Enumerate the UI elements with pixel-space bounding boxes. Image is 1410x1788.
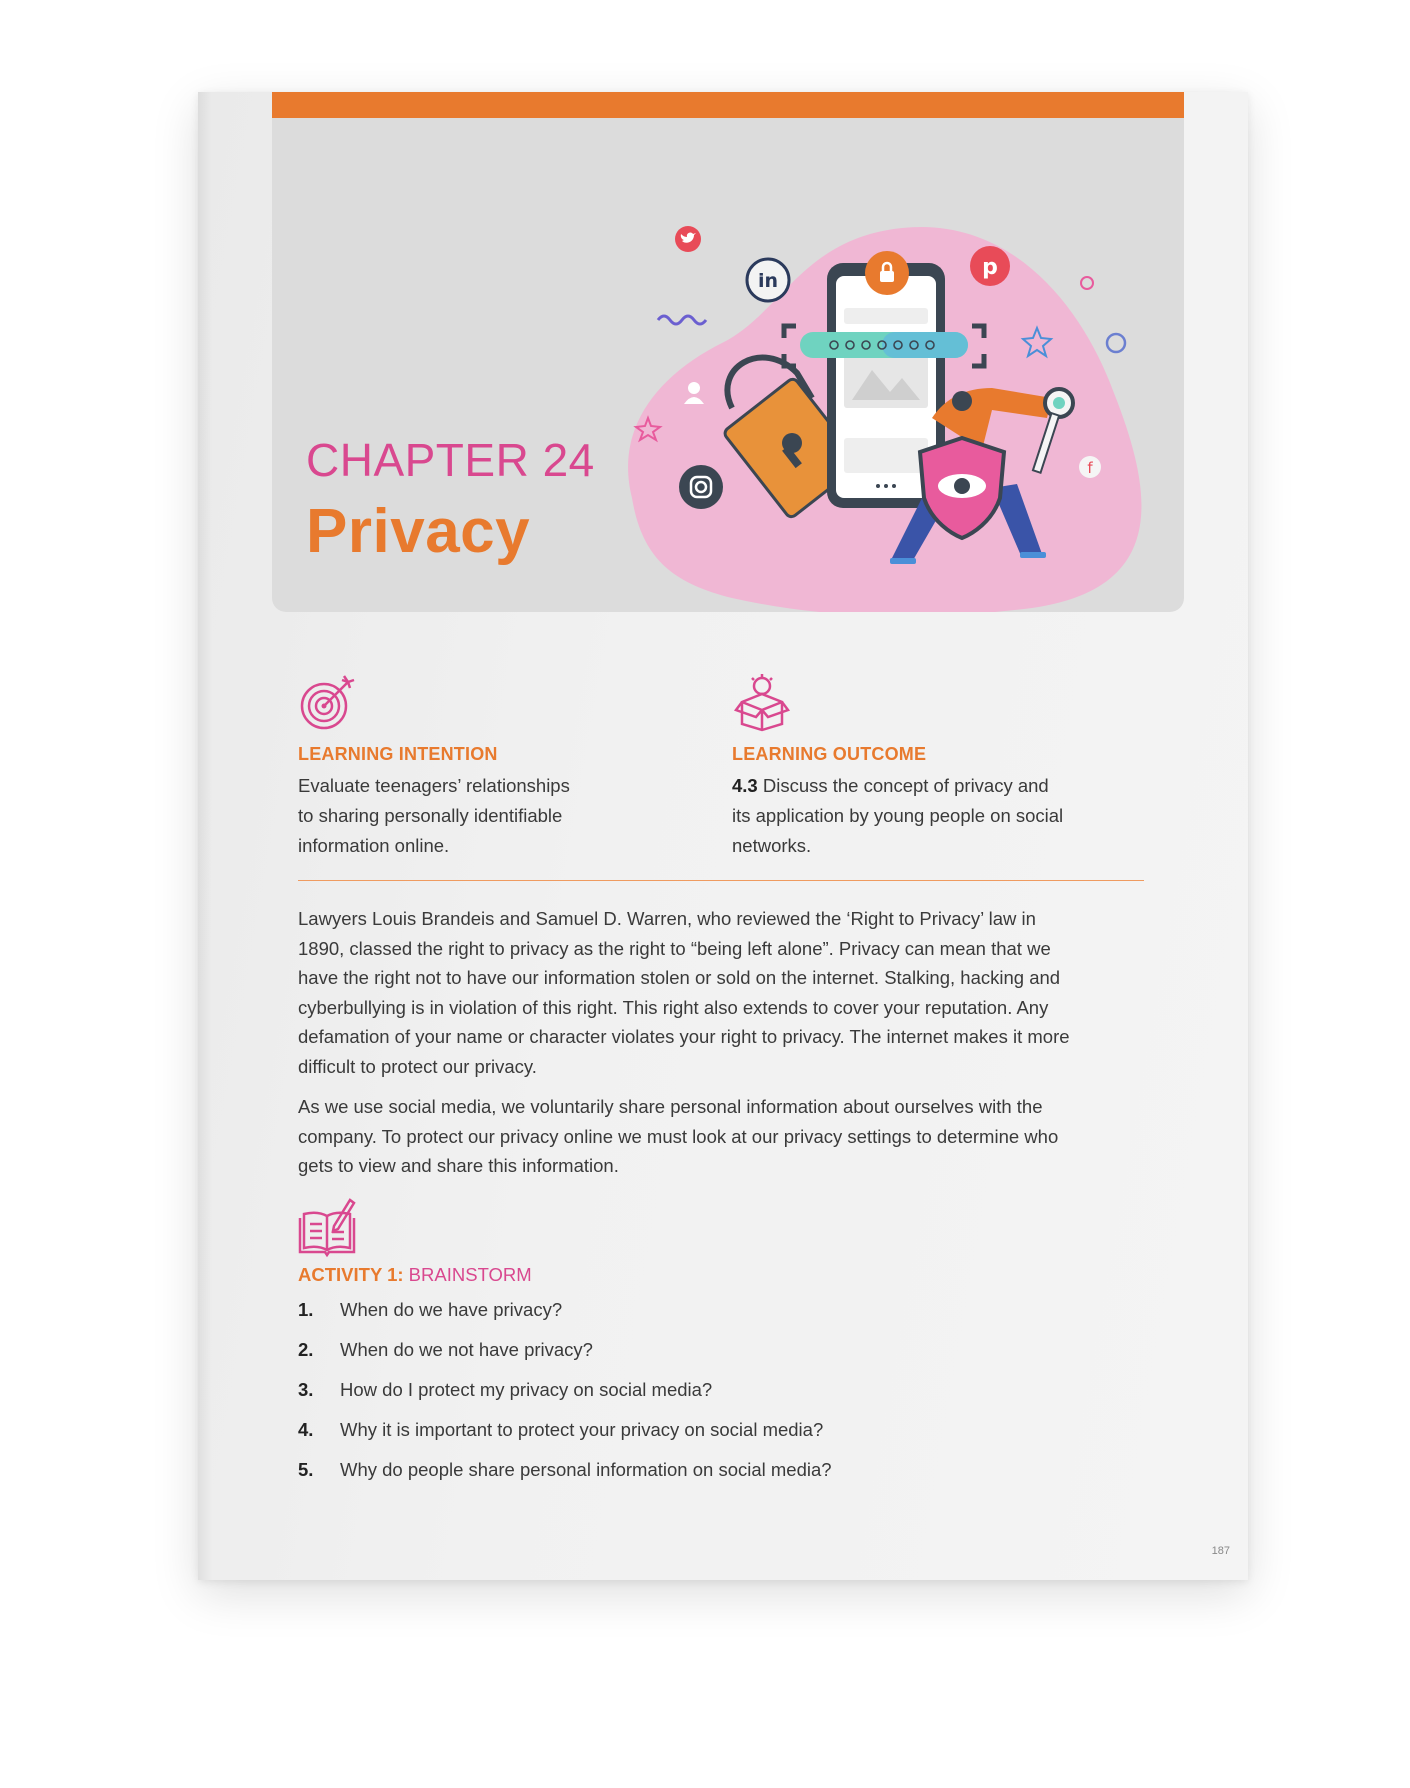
chapter-banner [272, 118, 1184, 612]
question-number: 4. [298, 1419, 314, 1440]
body-paragraph-2 [298, 1092, 1148, 1181]
question-text: Why do people share personal information on social media? [340, 1459, 832, 1480]
body-text [298, 904, 1148, 1192]
outcome-number: 4.3 [732, 775, 758, 796]
learning-intention [298, 672, 678, 861]
learning-outcome-heading: LEARNING OUTCOME [732, 744, 927, 764]
learning-intention-text [298, 771, 678, 861]
question-number: 3. [298, 1379, 314, 1400]
body-line: have the right not to have our information stolen or sold on the internet. Stalking, hacking and [298, 967, 1061, 988]
question-number: 1. [298, 1299, 314, 1320]
question-text: Why it is important to protect your privacy on social media? [340, 1419, 824, 1440]
learning-outcome-text [732, 771, 1112, 861]
list-item [298, 1330, 1098, 1370]
svg-text:p: p [982, 255, 998, 280]
learning-outcome-line [732, 771, 1112, 801]
learning-outcome-line: its application by young people on social [732, 805, 1064, 826]
body-line: company. To protect our privacy online we must look at our privacy settings to determine who [298, 1125, 1059, 1147]
twitter-icon [675, 226, 701, 252]
learning-intention-heading: LEARNING INTENTION [298, 744, 498, 764]
learning-intention-line: to sharing personally identifiable [298, 805, 563, 826]
pinterest-icon [970, 246, 1010, 286]
body-line: As we use social media, we voluntarily share personal information about ourselves with the [298, 1096, 1043, 1117]
body-line: cyberbullying is in violation of this right. This right also extends to cover your reputation. Any [298, 996, 1049, 1018]
list-item [298, 1450, 1098, 1490]
svg-text:f: f [1087, 459, 1093, 477]
learning-outcome [732, 672, 1112, 861]
notebook-pencil-icon [296, 1196, 358, 1258]
page-number: 187 [1211, 1545, 1230, 1557]
target-icon [298, 672, 358, 732]
chapter-label: CHAPTER 24 [306, 434, 595, 486]
activity-label: ACTIVITY 1: [298, 1264, 404, 1285]
question-text: When do we have privacy? [340, 1299, 563, 1320]
whatsapp-icon [1107, 334, 1125, 352]
privacy-illustration [612, 168, 1184, 612]
brainstorm-questions [298, 1290, 1098, 1490]
learning-outcome-line: networks. [732, 835, 812, 856]
question-number: 5. [298, 1459, 314, 1480]
svg-text:in: in [757, 270, 779, 292]
facebook-icon [1079, 456, 1101, 478]
lock-badge-icon [865, 251, 909, 295]
activity-heading [298, 1264, 532, 1286]
list-item [298, 1290, 1098, 1330]
question-number: 2. [298, 1339, 314, 1360]
list-item [298, 1370, 1098, 1410]
body-line: gets to view and share this information. [298, 1155, 619, 1176]
instagram-icon [679, 465, 723, 509]
spiral-decoration [1081, 277, 1093, 289]
body-line: 1890, classed the right to privacy as the right to “being left alone”. Privacy can mean that we [298, 937, 1051, 959]
lightbulb-box-icon [732, 672, 792, 732]
learning-intention-line: Evaluate teenagers’ relationships [298, 775, 570, 796]
body-line: defamation of your name or character violates your right to privacy. The internet makes it more [298, 1026, 1070, 1047]
body-line: Lawyers Louis Brandeis and Samuel D. Warren, who reviewed the ‘Right to Privacy’ law in [298, 908, 1036, 929]
learning-intention-line: information online. [298, 835, 450, 856]
chapter-title: Privacy [306, 497, 531, 566]
book-page [198, 92, 1248, 1580]
section-divider [298, 880, 1144, 881]
outcome-line-rest: Discuss the concept of privacy and [757, 775, 1049, 796]
chapter-top-bar [272, 92, 1184, 118]
body-paragraph-1 [298, 904, 1148, 1081]
list-item [298, 1410, 1098, 1450]
body-line: difficult to protect our privacy. [298, 1055, 537, 1077]
linkedin-icon [747, 259, 789, 301]
activity-name: BRAINSTORM [403, 1264, 532, 1285]
question-text: When do we not have privacy? [340, 1339, 593, 1360]
question-text: How do I protect my privacy on social media? [340, 1379, 713, 1400]
wave-decoration [658, 316, 706, 324]
